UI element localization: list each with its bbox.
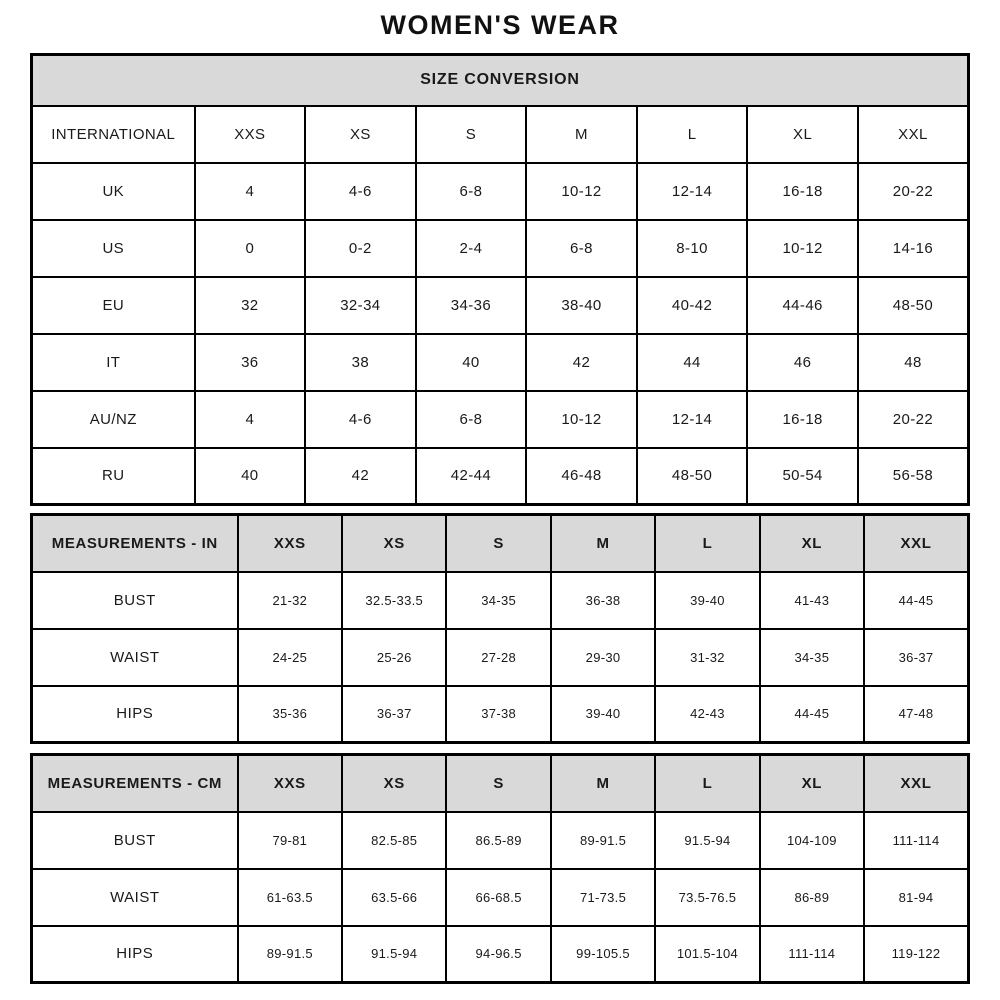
cell: 44 — [637, 334, 748, 391]
cell: 38 — [305, 334, 416, 391]
cell: 4-6 — [305, 391, 416, 448]
cell: 4 — [195, 391, 306, 448]
row-label: RU — [32, 448, 195, 505]
cell: 36-37 — [342, 686, 446, 743]
row-label: AU/NZ — [32, 391, 195, 448]
cell: 34-36 — [416, 277, 527, 334]
cell: 111-114 — [760, 926, 864, 983]
table-row-waist — [32, 869, 969, 926]
cell: 36 — [195, 334, 306, 391]
cell: 111-114 — [864, 812, 968, 869]
header-cell-s: S — [446, 755, 550, 812]
cell: 25-26 — [342, 629, 446, 686]
cell: 40 — [416, 334, 527, 391]
measurements-in-title: MEASUREMENTS - IN — [32, 515, 238, 572]
cell: 6-8 — [526, 220, 637, 277]
cell: 40 — [195, 448, 306, 505]
row-label: BUST — [32, 812, 238, 869]
cell: 46 — [747, 334, 858, 391]
measurements-cm-header-row — [32, 755, 969, 812]
row-label: WAIST — [32, 869, 238, 926]
cell: 44-45 — [864, 572, 968, 629]
cell: 8-10 — [637, 220, 748, 277]
header-cell-xl: XL — [760, 755, 864, 812]
cell: 71-73.5 — [551, 869, 655, 926]
cell: 46-48 — [526, 448, 637, 505]
cell: 48-50 — [637, 448, 748, 505]
header-cell-international: INTERNATIONAL — [32, 106, 195, 163]
header-cell-xxs: XXS — [195, 106, 306, 163]
cell: 39-40 — [655, 572, 759, 629]
table-row-bust — [32, 812, 969, 869]
header-cell-xs: XS — [342, 515, 446, 572]
cell: 32 — [195, 277, 306, 334]
header-cell-xxs: XXS — [238, 515, 342, 572]
cell: 82.5-85 — [342, 812, 446, 869]
cell: 24-25 — [238, 629, 342, 686]
table-row-us — [32, 220, 969, 277]
table-row-aunz — [32, 391, 969, 448]
cell: 27-28 — [446, 629, 550, 686]
measurements-cm-table — [30, 753, 970, 984]
cell: 6-8 — [416, 163, 527, 220]
row-label: UK — [32, 163, 195, 220]
header-cell-xl: XL — [747, 106, 858, 163]
cell: 48-50 — [858, 277, 969, 334]
cell: 48 — [858, 334, 969, 391]
header-cell-xxl: XXL — [858, 106, 969, 163]
cell: 47-48 — [864, 686, 968, 743]
cell: 10-12 — [526, 391, 637, 448]
cell: 6-8 — [416, 391, 527, 448]
table-row-hips — [32, 686, 969, 743]
cell: 32.5-33.5 — [342, 572, 446, 629]
cell: 42-44 — [416, 448, 527, 505]
header-cell-m: M — [526, 106, 637, 163]
cell: 42 — [305, 448, 416, 505]
cell: 73.5-76.5 — [655, 869, 759, 926]
table-row-ru — [32, 448, 969, 505]
measurements-cm-title: MEASUREMENTS - CM — [32, 755, 238, 812]
cell: 42 — [526, 334, 637, 391]
cell: 36-38 — [551, 572, 655, 629]
header-cell-xs: XS — [342, 755, 446, 812]
cell: 79-81 — [238, 812, 342, 869]
cell: 99-105.5 — [551, 926, 655, 983]
cell: 44-45 — [760, 686, 864, 743]
cell: 14-16 — [858, 220, 969, 277]
row-label: BUST — [32, 572, 238, 629]
cell: 2-4 — [416, 220, 527, 277]
header-cell-m: M — [551, 755, 655, 812]
cell: 0 — [195, 220, 306, 277]
measurements-in-header-row — [32, 515, 969, 572]
cell: 12-14 — [637, 391, 748, 448]
size-conversion-table — [30, 53, 970, 506]
table-row-uk — [32, 163, 969, 220]
cell: 86-89 — [760, 869, 864, 926]
table-row-eu — [32, 277, 969, 334]
header-cell-xxl: XXL — [864, 515, 968, 572]
table-row-waist — [32, 629, 969, 686]
table-row-it — [32, 334, 969, 391]
cell: 35-36 — [238, 686, 342, 743]
row-label: US — [32, 220, 195, 277]
header-cell-xs: XS — [305, 106, 416, 163]
cell: 81-94 — [864, 869, 968, 926]
cell: 91.5-94 — [342, 926, 446, 983]
cell: 91.5-94 — [655, 812, 759, 869]
cell: 37-38 — [446, 686, 550, 743]
header-cell-xxs: XXS — [238, 755, 342, 812]
cell: 119-122 — [864, 926, 968, 983]
row-label: IT — [32, 334, 195, 391]
cell: 86.5-89 — [446, 812, 550, 869]
cell: 94-96.5 — [446, 926, 550, 983]
cell: 20-22 — [858, 163, 969, 220]
cell: 4-6 — [305, 163, 416, 220]
cell: 56-58 — [858, 448, 969, 505]
cell: 21-32 — [238, 572, 342, 629]
cell: 16-18 — [747, 163, 858, 220]
row-label: EU — [32, 277, 195, 334]
cell: 36-37 — [864, 629, 968, 686]
cell: 40-42 — [637, 277, 748, 334]
cell: 20-22 — [858, 391, 969, 448]
header-cell-s: S — [416, 106, 527, 163]
header-cell-l: L — [655, 755, 759, 812]
cell: 42-43 — [655, 686, 759, 743]
cell: 10-12 — [526, 163, 637, 220]
cell: 66-68.5 — [446, 869, 550, 926]
row-label: WAIST — [32, 629, 238, 686]
cell: 34-35 — [446, 572, 550, 629]
measurements-in-table — [30, 513, 970, 744]
cell: 10-12 — [747, 220, 858, 277]
size-conversion-header-row — [32, 106, 969, 163]
cell: 39-40 — [551, 686, 655, 743]
cell: 61-63.5 — [238, 869, 342, 926]
cell: 34-35 — [760, 629, 864, 686]
table-row-bust — [32, 572, 969, 629]
cell: 44-46 — [747, 277, 858, 334]
header-cell-l: L — [637, 106, 748, 163]
cell: 32-34 — [305, 277, 416, 334]
header-cell-l: L — [655, 515, 759, 572]
size-conversion-title: SIZE CONVERSION — [32, 55, 969, 106]
cell: 0-2 — [305, 220, 416, 277]
cell: 89-91.5 — [238, 926, 342, 983]
cell: 89-91.5 — [551, 812, 655, 869]
cell: 38-40 — [526, 277, 637, 334]
cell: 104-109 — [760, 812, 864, 869]
cell: 63.5-66 — [342, 869, 446, 926]
cell: 41-43 — [760, 572, 864, 629]
cell: 4 — [195, 163, 306, 220]
cell: 12-14 — [637, 163, 748, 220]
cell: 101.5-104 — [655, 926, 759, 983]
cell: 16-18 — [747, 391, 858, 448]
header-cell-s: S — [446, 515, 550, 572]
header-cell-xl: XL — [760, 515, 864, 572]
cell: 31-32 — [655, 629, 759, 686]
page-title: WOMEN'S WEAR — [380, 10, 620, 40]
row-label: HIPS — [32, 926, 238, 983]
header-cell-xxl: XXL — [864, 755, 968, 812]
cell: 29-30 — [551, 629, 655, 686]
header-cell-m: M — [551, 515, 655, 572]
size-conversion-title-row — [32, 55, 969, 106]
row-label: HIPS — [32, 686, 238, 743]
cell: 50-54 — [747, 448, 858, 505]
table-row-hips — [32, 926, 969, 983]
